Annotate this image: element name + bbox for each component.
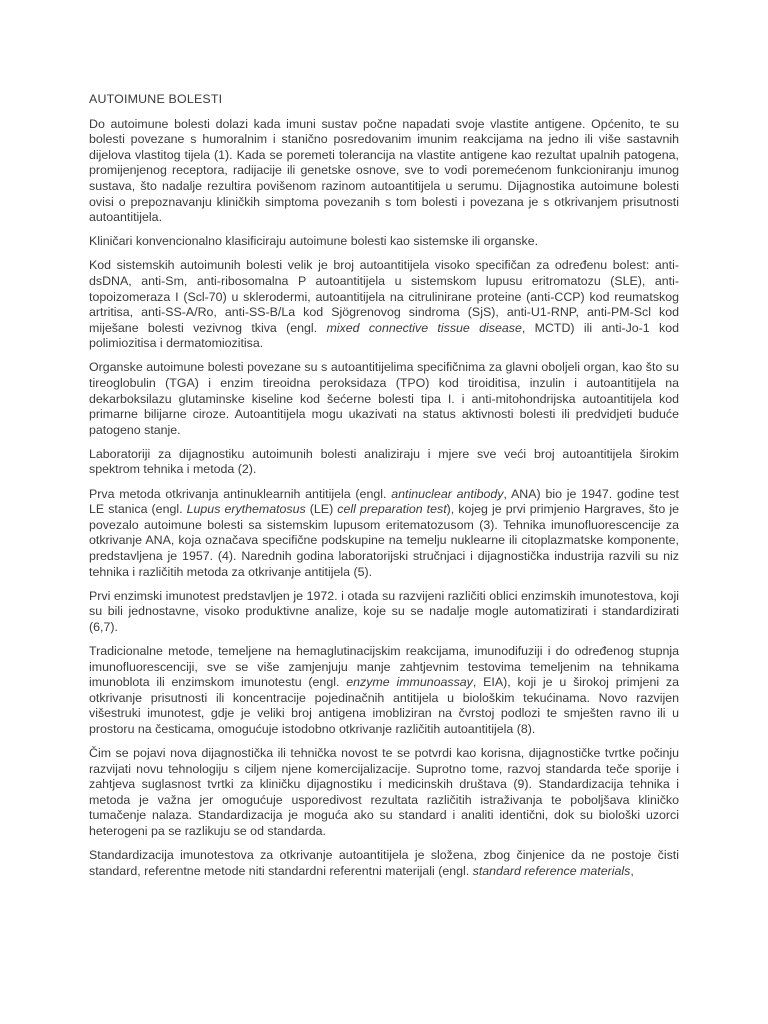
paragraph <box>89 644 679 738</box>
paragraph <box>89 117 679 226</box>
text-run: Prva metoda otkrivanja antinuklearnih antitijela (engl. <box>89 486 392 501</box>
paragraph <box>89 746 679 840</box>
italic-term: Lupus erythematosus <box>186 502 306 517</box>
paragraph <box>89 447 679 478</box>
text-run: Čim se pojavi nova dijagnostička ili tehnička novost te se potvrdi kao korisna, dijagnostičke tvrtke počinju razvijati novu tehnologiju s ciljem njene komercijalizacije. Suprotno tome, razvoj standarda teče sporije i zahtjeva suglasnost tvrtki za kliničku dijagnostiku i medicinskih društava (9). Standardizacija tehnika i metoda je važna jer omogućuje usporedivost rezultata različitih istraživanja te poboljšava kliničko tumačenje nalaza. Standardizacija je moguća ako su standard i analiti identični, dok su biološki uzorci heterogeni pa se razlikuju se od standarda. <box>89 745 679 838</box>
text-run: Kod sistemskih autoimunih bolesti velik je broj autoantitijela visoko specifičan za određenu bolest: anti-dsDNA, anti-Sm, anti-ribosomalna P autoantitijela u sistemskom lupusu eritromatozu (SLE), anti-topoizomeraza I (Scl-70) u sklerodermi, autoantitijela na citrulinirane proteine (anti-CCP) kod reumatskog artritisa, anti-SS-A/Ro, anti-SS-B/La kod Sjögrenovog sindroma (SjS), anti-U1-RNP, anti-PM-Scl kod miješane bolesti vezivnog tkiva (engl. <box>89 258 679 335</box>
paragraph <box>89 360 679 438</box>
document-page <box>89 92 679 888</box>
italic-term: antinuclear antibody <box>391 486 504 501</box>
text-run: Laboratoriji za dijagnostiku autoimunih bolesti analiziraju i mjere sve veći broj autoantitijela širokim spektrom tehnika i metoda (2). <box>89 446 679 477</box>
italic-term: enzyme immunoassay <box>346 675 473 690</box>
italic-term: standard reference materials <box>472 863 631 878</box>
italic-term: mixed connective tissue disease <box>326 320 522 335</box>
text-run: Standardizacija imunotestova za otkrivanje autoantitijela je složena, zbog činjenice da ne postoje čisti standard, referentne metode niti standardni referentni materijali (engl. <box>89 848 679 878</box>
text-run: Kliničari konvencionalno klasificiraju autoimune bolesti kao sistemske ili organske. <box>89 234 539 249</box>
text-run: Organske autoimune bolesti povezane su s autoantitijelima specifičnima za glavni oboljeli organ, kao što su tireoglobulin (TGA) i enzim tireoidna peroksidaza (TPO) kod tiroiditisa, inzulin i autoantitijela na dekarboksilazu glutaminske kiseline kod šećerne bolesti tipa I. i anti-mitohondrijska autoantitijela kod primarne bilijarne ciroze. Autoantitijela mogu ukazivati na status aktivnosti bolesti ili predvidjeti buduće patogeno stanje. <box>89 360 679 437</box>
paragraph <box>89 848 679 879</box>
text-run: , MCTD) ili anti-Jo-1 kod polimiozitisa i dermatomiozitisa. <box>89 320 679 351</box>
document-title: AUTOIMUNE BOLESTI <box>89 92 223 106</box>
text-run: (LE) <box>305 502 338 517</box>
text-run: Tradicionalne metode, temeljene na hemaglutinacijskim reakcijama, imunodifuziji i do određenog stupnja imunofluorescenciji, sve se više zamjenjuju manje zahtjevnim testovima temeljenim na tehnikama imunoblota ili enzimskom imunotestu (engl. <box>89 643 679 690</box>
paragraph <box>89 487 679 581</box>
text-run: , <box>630 863 634 878</box>
italic-term: cell preparation test <box>337 502 447 517</box>
text-run: Prvi enzimski imunotest predstavljen je 1972. i otada su razvijeni različiti oblici enzimskih imunotestova, koji su bili jednostavne, visoko produktivne analize, koje su se nadalje mogle automatizirati i standardizirati (6,7). <box>89 588 679 634</box>
text-run: , ANA) bio je 1947. godine test LE stanica (engl. <box>89 486 679 517</box>
paragraph <box>89 589 679 636</box>
paragraph <box>89 258 679 352</box>
paragraph <box>89 234 679 250</box>
document-body <box>89 117 679 880</box>
text-run: Do autoimune bolesti dolazi kada imuni sustav počne napadati svoje vlastite antigene. Općenito, te su bolesti povezane s humoralnim i stanično posredovanim imunim reakcijama na jedno ili više sastavnih dijelova vlastitog tijela (1). Kada se poremeti tolerancija na vlastite antigene kao rezultat upalnih patogena, promijenjenog receptora, radijacije ili genetske osnove, sve to vodi poremećenom funkcioniranju imunog sustava, što nadalje rezultira povišenom razinom autoantitijela u serumu. Dijagnostika autoimune bolesti ovisi o prepoznavanju kliničkih simptoma povezanih s tom bolesti i povezana je s otkrivanjem prisutnosti autoantitijela. <box>89 116 679 225</box>
text-run: , EIA), koji je u širokoj primjeni za otkrivanje prisutnosti ili koncentracije pojedinačnih antitijela u biološkim tekućinama. Novo razvijen višestruki imunotest, gdje je veliki broj antigena imobliziran na čvrstoj podlozi te smješten ravno ili u prostoru na česticama, omogućuje istodobno otkrivanje različitih autoantitijela (8). <box>89 675 680 736</box>
text-run: ), kojeg je prvi primjenio Hargraves, što je povezalo autoimune bolesti sa sistemskim lupusom eritematozusom (3). Tehnika imunofluorescencije za otkrivanje ANA, koja označava specifične podskupine na temelju nuklearne ili citoplazmatske komponente, predstavljena je 1957. (4). Narednih godina laboratorijski stručnjaci i dijagnostička industrija razvili su niz tehnika i različitih metoda za otkrivanje antitijela (5). <box>89 502 679 579</box>
